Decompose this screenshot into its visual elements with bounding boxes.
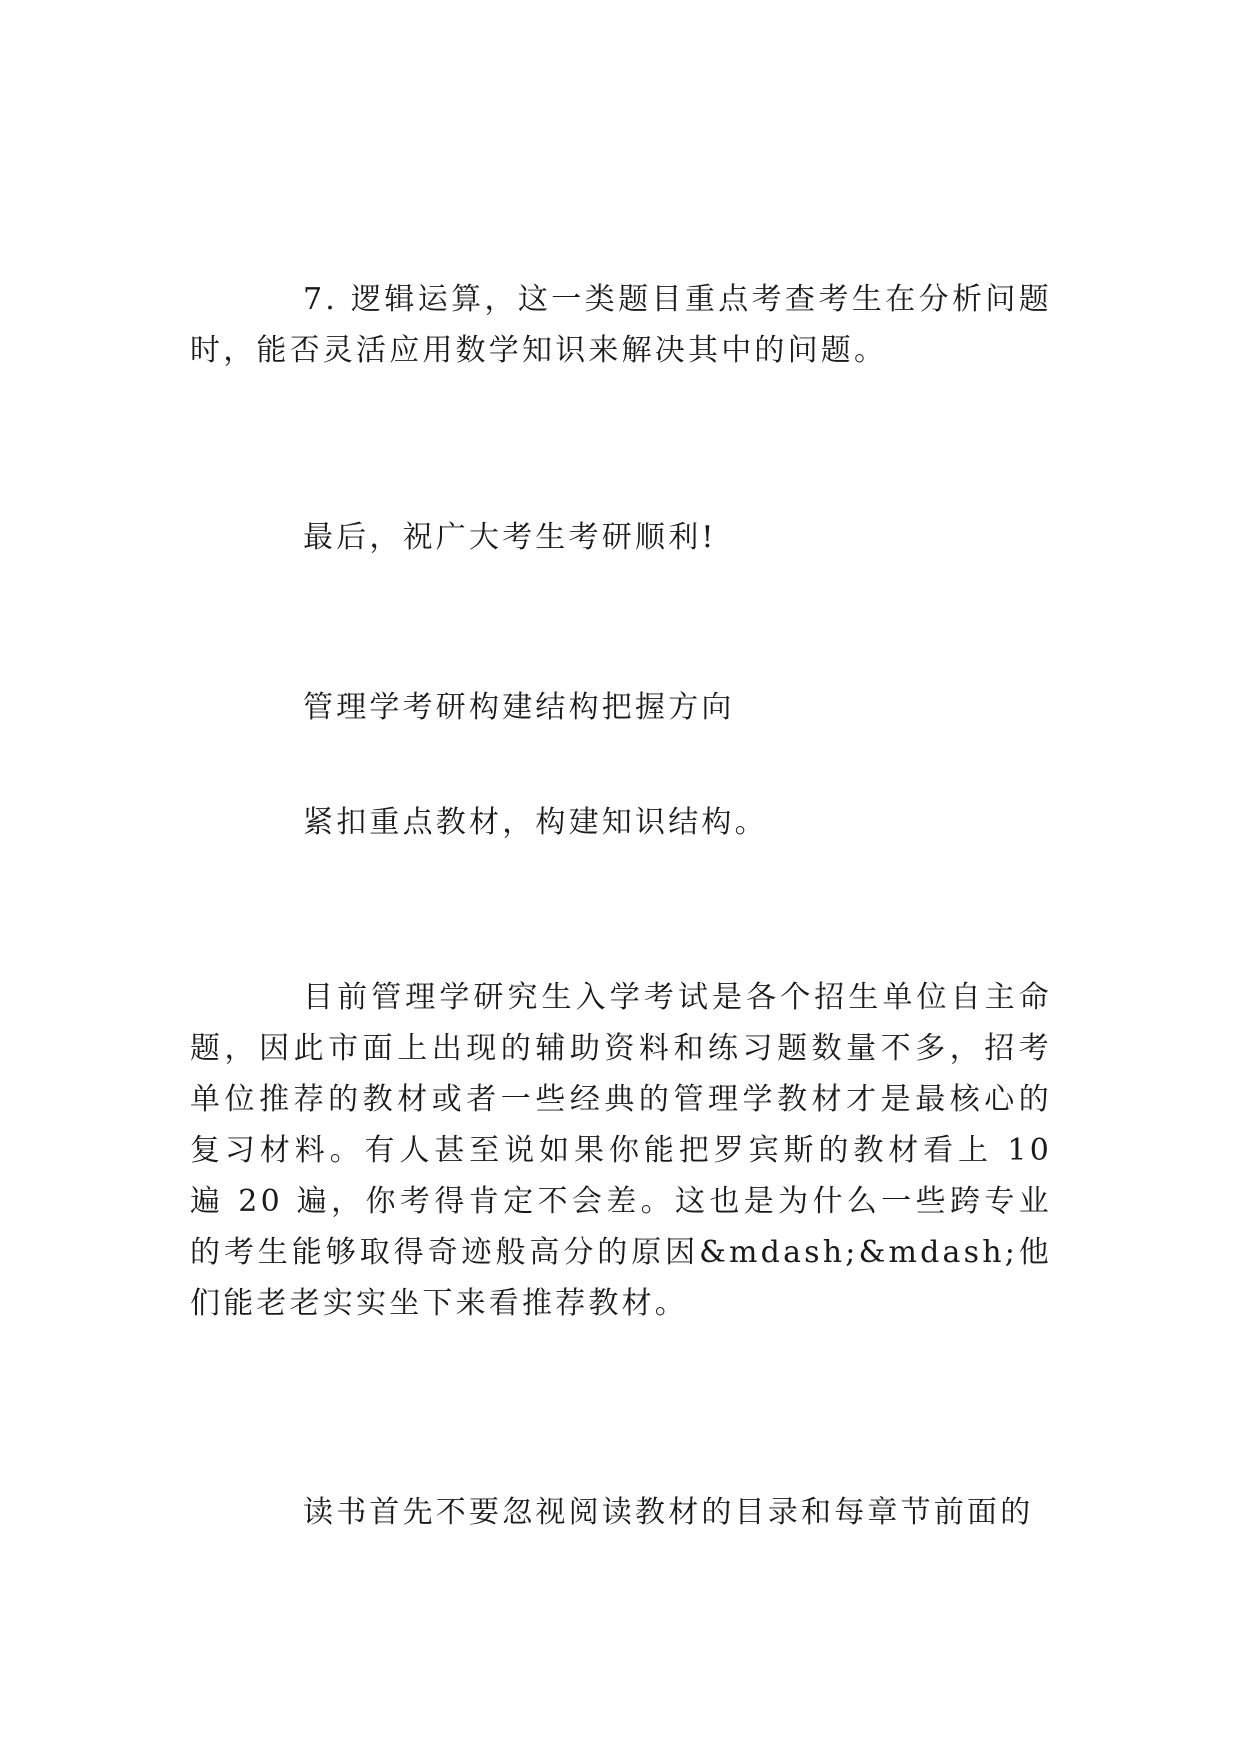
paragraph-logic-operations: 7. 逻辑运算，这一类题目重点考查考生在分析问题时，能否灵活应用数学知识来解决其中的问题。 (190, 282, 1052, 368)
paragraph-textbook-advice: 目前管理学研究生入学考试是各个招生单位自主命题，因此市面上出现的辅助资料和练习题数量不多，招考单位推荐的教材或者一些经典的管理学教材才是最核心的复习材料。有人甚至说如果你能把罗宾斯的教材看上 10 遍 20 遍，你考得肯定不会差。这也是为什么一些跨专业的考生能够取得奇迹般高分的原因&mdash;&mdash;他们能老老实实坐下来看推荐教材。 (190, 980, 1052, 1321)
paragraph-subheading: 紧扣重点教材，构建知识结构。 (303, 805, 768, 840)
paragraph-reading-tips: 读书首先不要忽视阅读教材的目录和每章节前面的 (303, 1495, 1034, 1530)
paragraph-good-wishes: 最后，祝广大考生考研顺利! (303, 520, 717, 555)
section-heading: 管理学考研构建结构把握方向 (303, 690, 735, 725)
